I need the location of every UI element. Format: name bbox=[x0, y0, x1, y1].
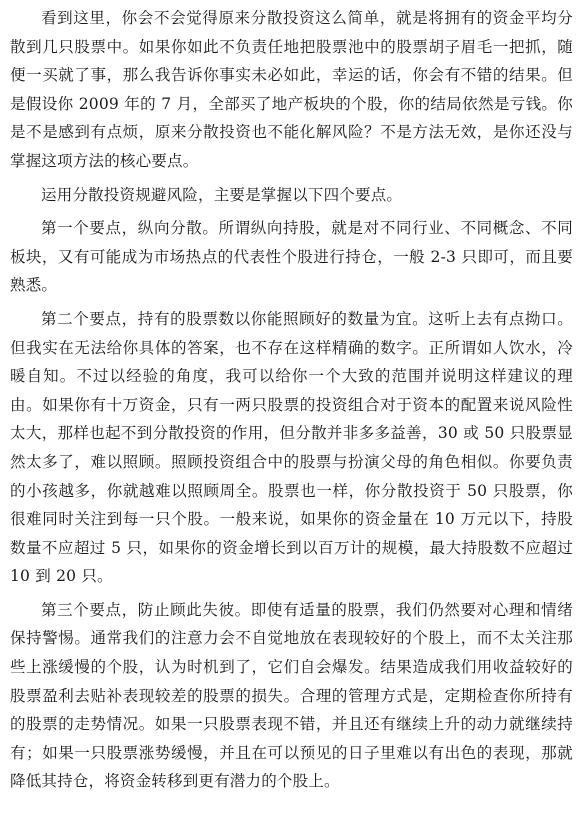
paragraph-overview: 运用分散投资规避风险，主要是掌握以下四个要点。 bbox=[41, 185, 403, 204]
paragraph-point-1: 第一个要点，纵向分散。所谓纵向持股，就是对不同行业、不同概念、不同板块，又有可能成为市场热点的代表性个股进行持仓，一般 2-3 只即可，而且要熟悉。 bbox=[10, 219, 573, 295]
paragraph-point-2: 第二个要点，持有的股票数以你能照顾好的数量为宜。这听上去有点拗口。但我实在无法给你具体的答案，也不存在这样精确的数字。正所谓如人饮水，冷暖自知。不过以经验的角度，我可以给你一个大致的范围并说明这样建议的理由。如果你有十万资金，只有一两只股票的投资组合对于资本的配置来说风险性太大，那样也起不到分散投资的作用，但分散并非多多益善，30 或 50 只股票显然太多了，难以照顾。照顾投资组合中的股票与扮演父母的角色相似。你要负责的小孩越多，你就越难以照顾周全。股票也一样，你分散投资于 50 只股票，你很难同时关注到每一只个股。一般来说，如果你的资金量在 10 万元以下，持股数量不应超过 5 只，如果你的资金增长到以百万计的规模，最大持股数不应超过 10 到 20 只。 bbox=[10, 309, 573, 586]
document-page bbox=[10, 4, 573, 801]
paragraph-point-3: 第三个要点，防止顾此失彼。即使有适量的股票，我们仍然要对心理和情绪保持警惕。通常我们的注意力会不自觉地放在表现较好的个股上，而不太关注那些上涨缓慢的个股，认为时机到了，它们自会爆发。结果造成我们用收益较好的股票盈利去贴补表现较差的股票的损失。合理的管理方式是，定期检查你所持有的股票的走势情况。如果一只股票表现不错，并且还有继续上升的动力就继续持有；如果一只股票涨势缓慢，并且在可以预见的日子里难以有出色的表现，那就降低其持仓，将资金转移到更有潜力的个股上。 bbox=[10, 600, 573, 791]
paragraph-intro: 看到这里，你会不会觉得原来分散投资这么简单，就是将拥有的资金平均分散到几只股票中。如果你如此不负责任地把股票池中的股票胡子眉毛一把抓，随便一买就了事，那么我告诉你事实未必如此，幸运的话，你会有不错的结果。但是假设你 2009 年的 7 月，全部买了地产板块的个股，你的结局依然是亏钱。你是不是感到有点烦，原来分散投资也不能化解风险？不是方法无效，是你还没与掌握这项方法的核心要点。 bbox=[10, 9, 573, 170]
